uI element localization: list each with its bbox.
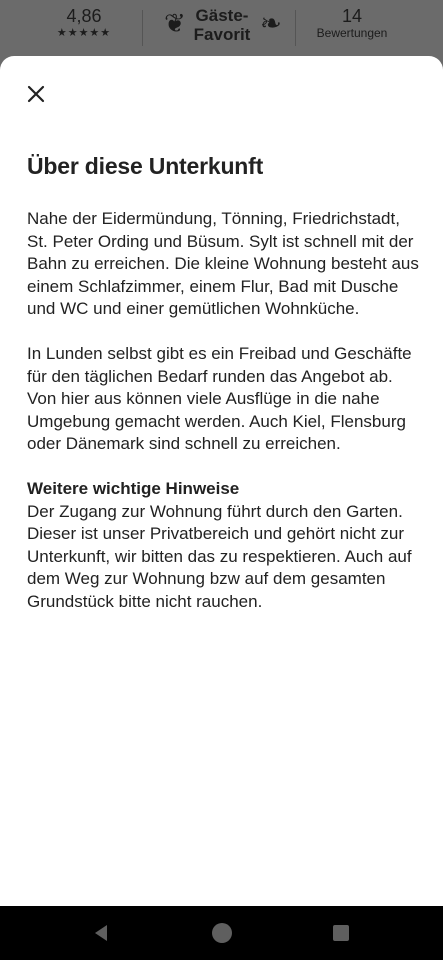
laurel-right-icon: ❧ xyxy=(260,8,282,38)
system-navigation-bar xyxy=(0,906,443,960)
reviews-summary xyxy=(300,6,404,40)
close-icon xyxy=(27,85,45,103)
about-listing-sheet xyxy=(0,56,443,906)
nav-recents-button[interactable] xyxy=(328,920,354,946)
reviews-count: 14 xyxy=(341,6,363,26)
notes-section xyxy=(27,478,419,614)
laurel-left-icon: ❦ xyxy=(164,8,186,38)
description-paragraph: Nahe der Eidermündung, Tönning, Friedrichstadt, St. Peter Ording und Büsum. Sylt ist schnell mit der Bahn zu erreichen. Die kleine Wohnung besteht aus einem Schlafzimmer, einem Flur, Bad mit Dusche und WC und einer gemütlichen Wohnküche. xyxy=(27,209,419,319)
guest-favorite-label: Gäste- Favorit xyxy=(193,6,251,44)
notes-heading: Weitere wichtige Hinweise xyxy=(27,478,240,498)
nav-home-button[interactable] xyxy=(209,920,235,946)
reviews-label: Bewertungen xyxy=(316,26,388,40)
sheet-title: Über diese Unterkunft xyxy=(27,153,264,179)
description-paragraph: In Lunden selbst gibt es ein Freibad und Geschäfte für den täglichen Bedarf runden das Angebot ab. Von hier aus können viele Ausflüge in die nahe Umgebung gemacht werden. Auch Kiel, Flensburg oder Dänemark sind schnell zu erreichen. xyxy=(27,343,412,454)
home-circle-icon xyxy=(211,922,233,944)
divider xyxy=(142,10,143,46)
guest-favorite-badge xyxy=(160,4,284,48)
description-body xyxy=(27,208,419,614)
background-listing-header xyxy=(0,0,443,60)
rating-summary xyxy=(44,6,124,40)
nav-back-button[interactable] xyxy=(88,920,114,946)
notes-paragraph: Der Zugang zur Wohnung führt durch den Garten. Dieser ist unser Privatbereich und gehört nicht zur Unterkunft, wir bitten das zu respektieren. Auch auf dem Weg zur Wohnung bzw auf dem gesamten Grundstück bitte nicht rauchen. xyxy=(27,501,412,611)
back-triangle-icon xyxy=(91,923,111,943)
recents-square-icon xyxy=(332,924,350,942)
rating-stars: ★★★★★ xyxy=(56,27,112,39)
divider xyxy=(295,10,296,46)
rating-value: 4,86 xyxy=(66,6,102,26)
close-button[interactable] xyxy=(22,80,50,108)
